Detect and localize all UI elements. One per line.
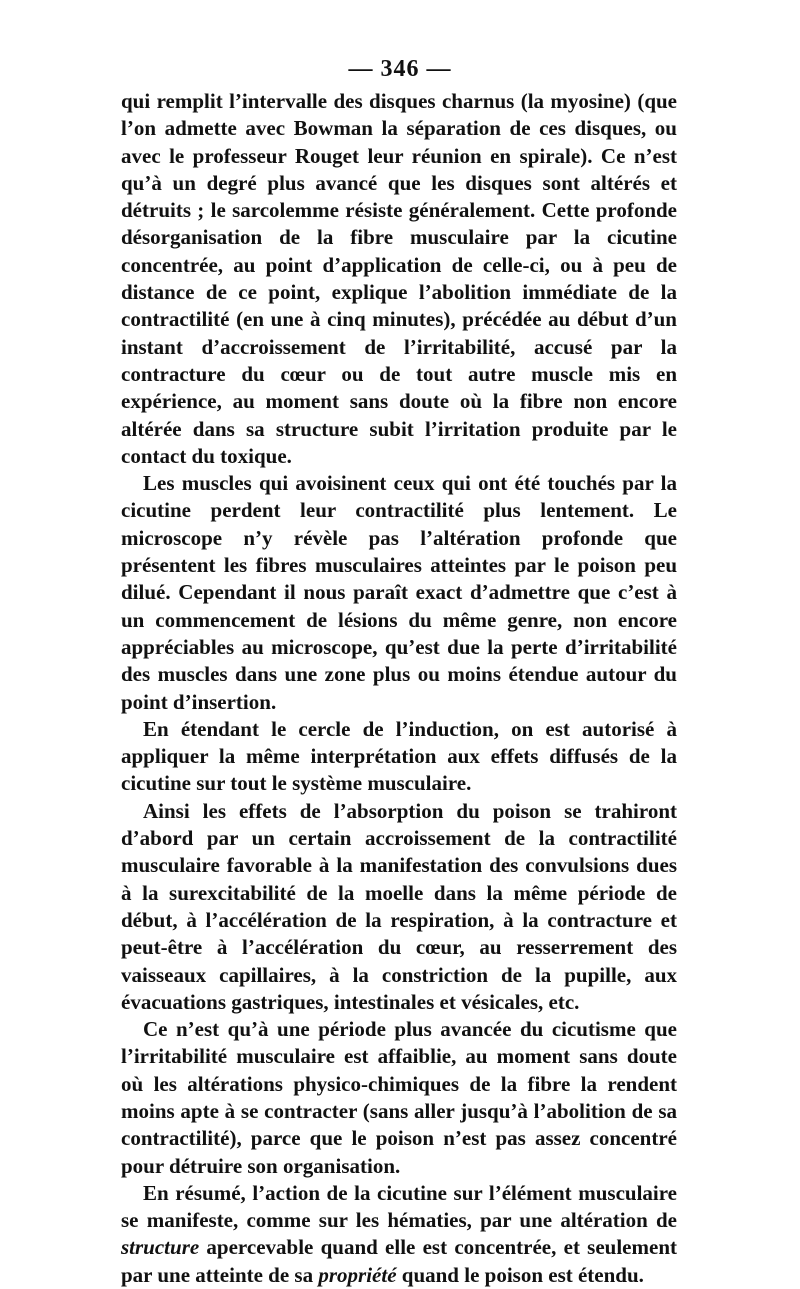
emphasis-structure: structure (121, 1235, 200, 1260)
paragraph-summary (121, 1180, 677, 1289)
emphasis-propriete: propriété (318, 1262, 397, 1287)
paragraph: Ce n’est qu’à une période plus avancée du cicutisme que l’irritabilité musculaire est affaiblie, au moment sans doute où les altérations physico-chimiques de la fibre la rendent moins apte à se contracter (sans aller jusqu’à l’abolition de sa contractilité), parce que le poison n’est pas assez concentré pour détruire son organisation. (121, 1017, 677, 1178)
summary-text: apercevable quand elle est concentrée, et seulement par une atteinte de sa (121, 1235, 677, 1287)
paragraph: Ainsi les effets de l’absorption du poison se trahiront d’abord par un certain accroissement de la contractilité musculaire favorable à la manifestation des convulsions dues à la surexcitabilité de la moelle dans la même période de début, à l’accélération de la respiration, à la contracture et peut-être à l’accélération du cœur, au resserrement des vaisseaux capillaires, à la constriction de la pupille, aux évacuations gastriques, intestinales et vésicales, etc. (121, 798, 677, 1014)
paragraph: Les muscles qui avoisinent ceux qui ont été touchés par la cicutine perdent leur contractilité plus lentement. Le microscope n’y révèle pas l’altération profonde que présentent les fibres musculaires atteintes par le poison peu dilué. Cependant il nous paraît exact d’admettre que c’est à un commencement de lésions du même genre, non encore appréciables au microscope, qu’est due la perte d’irritabilité des muscles dans une zone plus ou moins étendue autour du point d’insertion. (121, 471, 677, 714)
body-text (121, 88, 677, 1289)
summary-text: En résumé, l’action de la cicutine sur l’élément musculaire se manifeste, comme sur les hématies, par une altération de (121, 1180, 677, 1233)
page-number: — 346 — (348, 56, 452, 82)
summary-text: quand le poison est étendu. (396, 1262, 644, 1287)
paragraph: En étendant le cercle de l’induction, on est autorisé à appliquer la même interprétation aux effets diffusés de la cicutine sur tout le système musculaire. (121, 716, 677, 796)
paragraph: qui remplit l’intervalle des disques charnus (la myosine) (que l’on admette avec Bowman la séparation de ces disques, ou avec le professeur Rouget leur réunion en spirale). Ce n’est qu’à un degré plus avancé que les disques sont altérés et détruits ; le sarcolemme résiste généralement. Cette profonde désorganisation de la fibre musculaire par la cicutine concentrée, au point d’application de celle-ci, ou à peu de distance de ce point, explique l’abolition immédiate de la contractilité (en une à cinq minutes), précédée au début d’un instant d’accroissement de l’irritabilité, accusé par la contracture du cœur ou de tout autre muscle mis en expérience, au moment sans doute où la fibre non encore altérée dans sa structure subit l’irritation produite par le contact du toxique. (121, 89, 677, 468)
